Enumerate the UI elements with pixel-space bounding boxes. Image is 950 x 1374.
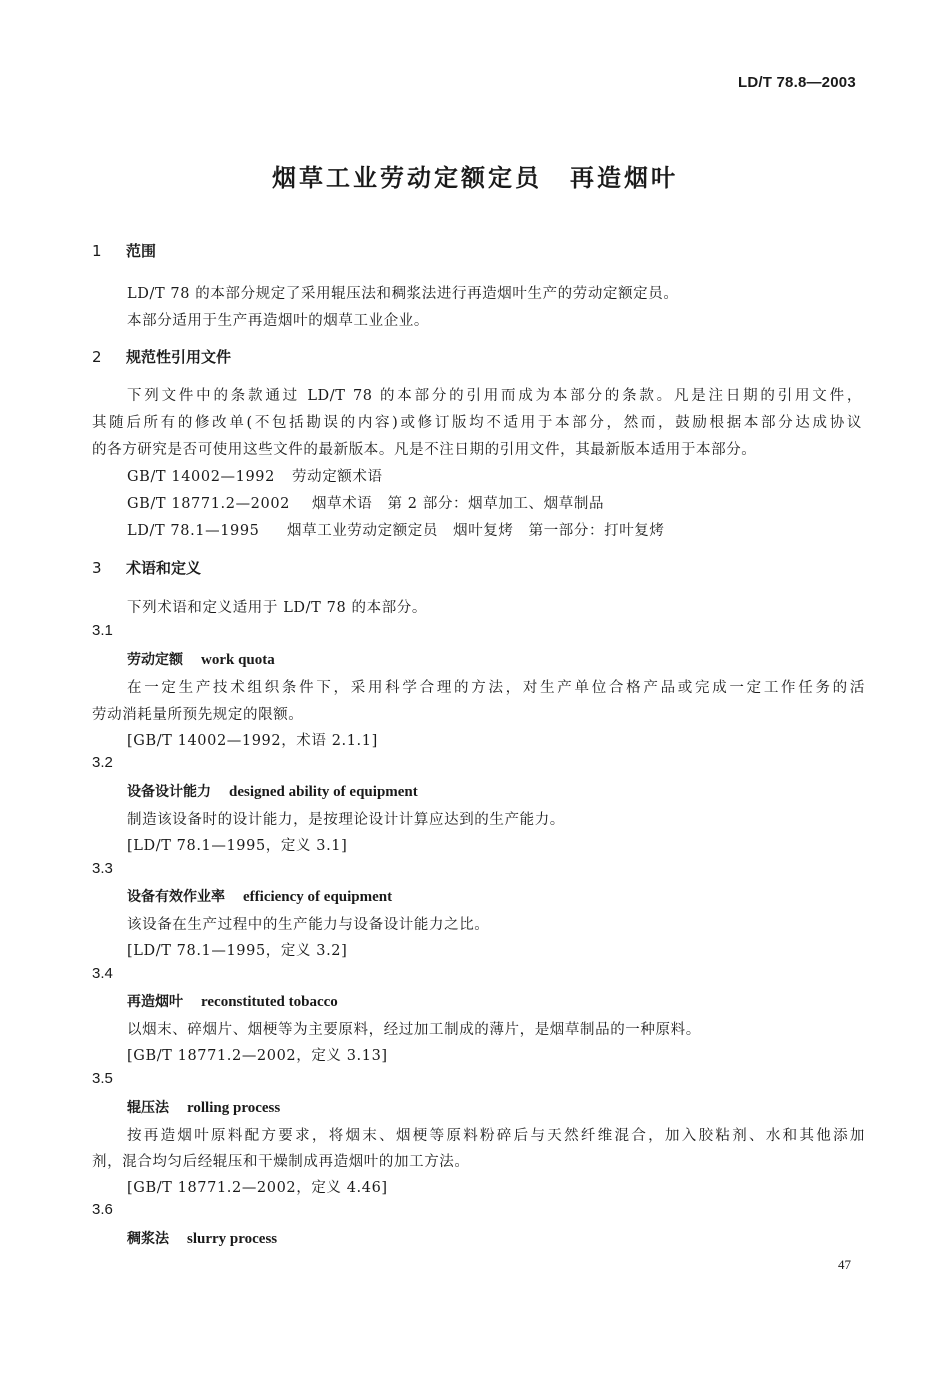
- term-source: [GB/T 18771.2—2002，定义 3.13]: [127, 1048, 388, 1064]
- reference-title: 烟草术语 第 2 部分：烟草加工、烟草制品: [312, 496, 605, 512]
- term-number: 3.1: [92, 622, 113, 639]
- term-heading: [127, 1228, 277, 1248]
- reference-code: GB/T 18771.2—2002: [127, 496, 290, 512]
- term-definition-line: 以烟末、碎烟片、烟梗等为主要原料，经过加工制成的薄片，是烟草制品的一种原料。: [127, 1022, 701, 1038]
- standard-number: LD/T 78.8—2003: [738, 74, 856, 91]
- term-en: rolling process: [187, 1100, 281, 1116]
- reference-item: [127, 519, 665, 540]
- section-2-para-line-3: 的各方研究是否可使用这些文件的最新版本。凡是不注日期的引用文件，其最新版本适用于本部分。: [92, 442, 757, 458]
- term-heading: [127, 886, 392, 906]
- section-1-heading: 1 范围: [92, 242, 157, 260]
- title-sub: 再造烟叶: [570, 164, 678, 192]
- term-definition-line: 制造该设备时的设计能力，是按理论设计计算应达到的生产能力。: [127, 812, 565, 828]
- reference-code: GB/T 14002—1992: [127, 469, 275, 485]
- term-source: [GB/T 14002—1992，术语 2.1.1]: [127, 733, 378, 749]
- reference-code: LD/T 78.1—1995: [127, 523, 260, 539]
- section-3-heading: 3 术语和定义: [92, 559, 202, 577]
- section-3-intro: 下列术语和定义适用于 LD/T 78 的本部分。: [127, 600, 427, 616]
- term-definition-line: 劳动消耗量所预先规定的限额。: [92, 707, 304, 723]
- term-number: 3.2: [92, 754, 113, 771]
- reference-item: [127, 465, 383, 486]
- term-zh: 稠浆法: [127, 1231, 169, 1247]
- section-2-para-line-1: 下列文件中的条款通过 LD/T 78 的本部分的引用而成为本部分的条款。凡是注日期的引用文件，: [127, 388, 862, 404]
- title-main: 烟草工业劳动定额定员: [272, 164, 542, 192]
- section-1-para-2: 本部分适用于生产再造烟叶的烟草工业企业。: [127, 313, 429, 329]
- term-heading: [127, 991, 338, 1011]
- term-zh: 再造烟叶: [127, 994, 183, 1010]
- term-definition-line: 剂，混合均匀后经辊压和干燥制成再造烟叶的加工方法。: [92, 1154, 470, 1170]
- term-zh: 劳动定额: [127, 652, 183, 668]
- section-2-para-line-2: 其随后所有的修改单(不包括勘误的内容)或修订版均不适用于本部分，然而，鼓励根据本部分达成协议: [92, 415, 862, 431]
- term-heading: [127, 1097, 280, 1117]
- term-en: efficiency of equipment: [243, 889, 393, 905]
- reference-title: 烟草工业劳动定额定员 烟叶复烤 第一部分：打叶复烤: [287, 523, 665, 539]
- term-number: 3.4: [92, 965, 113, 982]
- term-en: slurry process: [187, 1231, 278, 1247]
- term-number: 3.6: [92, 1201, 113, 1218]
- term-en: work quota: [201, 652, 275, 668]
- section-1-para-1: LD/T 78 的本部分规定了采用辊压法和稠浆法进行再造烟叶生产的劳动定额定员。: [127, 286, 679, 302]
- term-number: 3.5: [92, 1070, 113, 1087]
- term-zh: 设备有效作业率: [127, 889, 225, 905]
- term-definition-line: 在一定生产技术组织条件下，采用科学合理的方法，对生产单位合格产品或完成一定工作任务的活: [127, 680, 865, 696]
- term-en: designed ability of equipment: [229, 784, 418, 800]
- term-number: 3.3: [92, 860, 113, 877]
- term-definition-line: 该设备在生产过程中的生产能力与设备设计能力之比。: [127, 917, 490, 933]
- term-zh: 辊压法: [127, 1100, 169, 1116]
- term-definition-line: 按再造烟叶原料配方要求，将烟末、烟梗等原料粉碎后与天然纤维混合，加入胶粘剂、水和其他添加: [127, 1128, 865, 1144]
- reference-title: 劳动定额术语: [292, 469, 383, 485]
- page-title: [0, 158, 950, 193]
- term-source: [GB/T 18771.2—2002，定义 4.46]: [127, 1180, 388, 1196]
- section-2-heading: 2 规范性引用文件: [92, 348, 232, 366]
- term-zh: 设备设计能力: [127, 784, 211, 800]
- term-heading: [127, 781, 418, 801]
- term-en: reconstituted tobacco: [201, 994, 338, 1010]
- term-heading: [127, 649, 275, 669]
- term-source: [LD/T 78.1—1995，定义 3.1]: [127, 838, 348, 854]
- term-source: [LD/T 78.1—1995，定义 3.2]: [127, 943, 348, 959]
- page-number: 47: [838, 1257, 851, 1272]
- reference-item: [127, 492, 604, 513]
